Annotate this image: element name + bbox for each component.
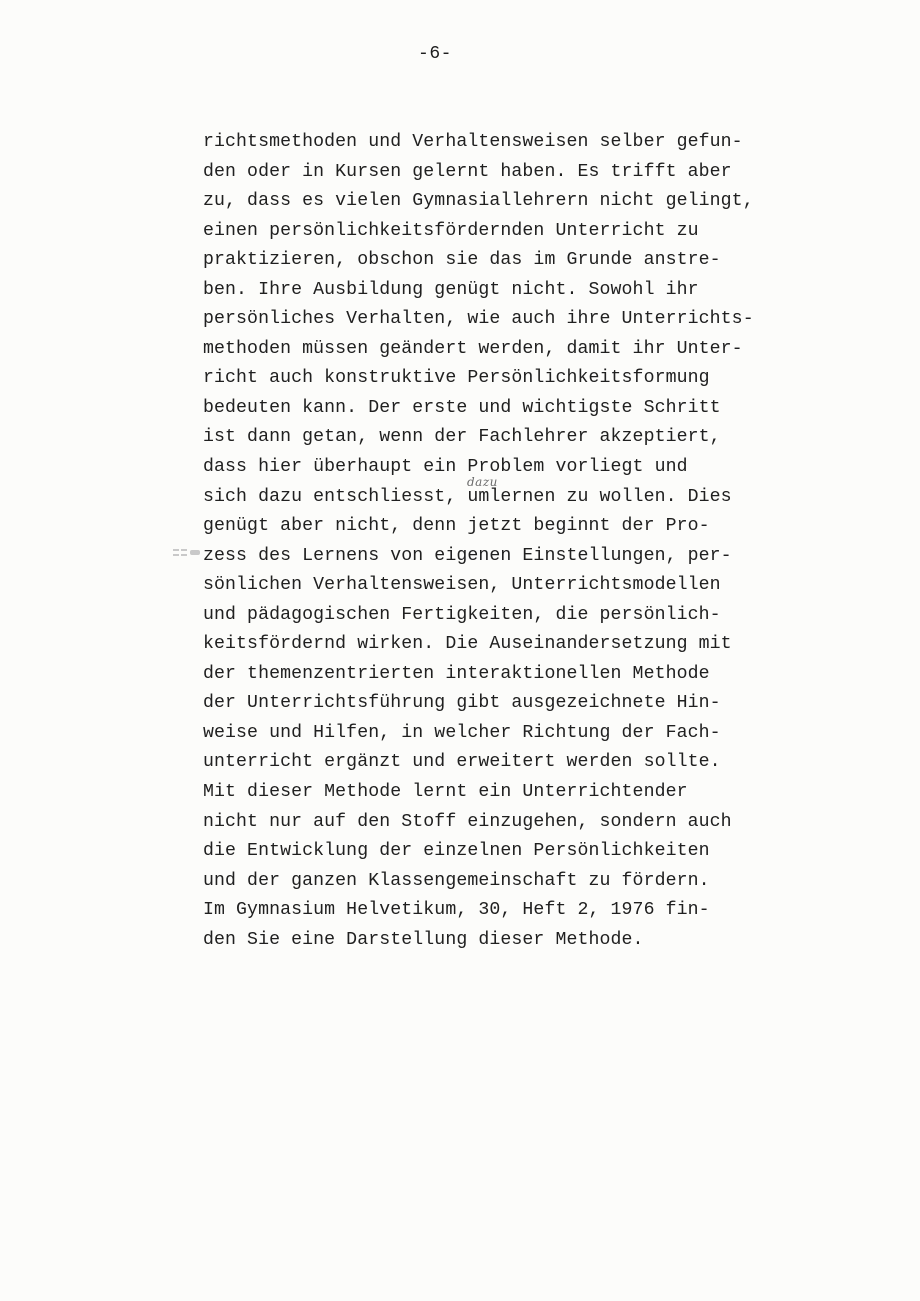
text-line: dass hier überhaupt ein Problem vorliegt und xyxy=(203,457,688,478)
body-text xyxy=(203,128,754,955)
text-line: weise und Hilfen, in welcher Richtung der Fach- xyxy=(203,722,721,743)
text-line: den oder in Kursen gelernt haben. Es trifft aber xyxy=(203,161,732,182)
text-line: richt auch konstruktive Persönlichkeitsformung xyxy=(203,368,710,389)
text-line: sönlichen Verhaltensweisen, Unterrichtsmodellen xyxy=(203,575,721,596)
faint-ink-mark xyxy=(172,546,202,560)
text-line: persönliches Verhalten, wie auch ihre Unterrichts- xyxy=(203,309,754,330)
text-line: sich dazu entschliesst, umlernen zu wollen. Dies xyxy=(203,486,732,507)
text-line: einen persönlichkeitsfördernden Unterricht zu xyxy=(203,220,699,241)
handwritten-annotation: dazu xyxy=(467,475,498,489)
text-line: und der ganzen Klassengemeinschaft zu fördern. xyxy=(203,870,710,891)
text-line: ist dann getan, wenn der Fachlehrer akzeptiert, xyxy=(203,427,721,448)
text-line: Mit dieser Methode lernt ein Unterrichtender xyxy=(203,782,688,803)
text-line: ben. Ihre Ausbildung genügt nicht. Sowohl ihr xyxy=(203,279,699,300)
text-line: praktizieren, obschon sie das im Grunde anstre- xyxy=(203,250,721,271)
text-line: und pädagogischen Fertigkeiten, die persönlich- xyxy=(203,604,721,625)
text-line: die Entwicklung der einzelnen Persönlichkeiten xyxy=(203,841,710,862)
text-line: methoden müssen geändert werden, damit ihr Unter- xyxy=(203,338,743,359)
text-line: bedeuten kann. Der erste und wichtigste Schritt xyxy=(203,397,721,418)
text-line: genügt aber nicht, denn jetzt beginnt der Pro- xyxy=(203,516,710,537)
text-line: der themenzentrierten interaktionellen Methode xyxy=(203,663,710,684)
text-line: den Sie eine Darstellung dieser Methode. xyxy=(203,929,644,950)
text-line: der Unterrichtsführung gibt ausgezeichnete Hin- xyxy=(203,693,721,714)
text-line: richtsmethoden und Verhaltensweisen selber gefun- xyxy=(203,132,743,152)
text-line: zess des Lernens von eigenen Einstellungen, per- xyxy=(203,545,732,566)
text-line: zu, dass es vielen Gymnasiallehrern nicht gelingt, xyxy=(203,191,754,212)
text-line: keitsfördernd wirken. Die Auseinandersetzung mit xyxy=(203,634,732,655)
text-line: Im Gymnasium Helvetikum, 30, Heft 2, 1976 fin- xyxy=(203,900,710,921)
page-number: -6- xyxy=(418,44,452,64)
text-line: unterricht ergänzt und erweitert werden sollte. xyxy=(203,752,721,773)
text-line: nicht nur auf den Stoff einzugehen, sondern auch xyxy=(203,811,732,832)
